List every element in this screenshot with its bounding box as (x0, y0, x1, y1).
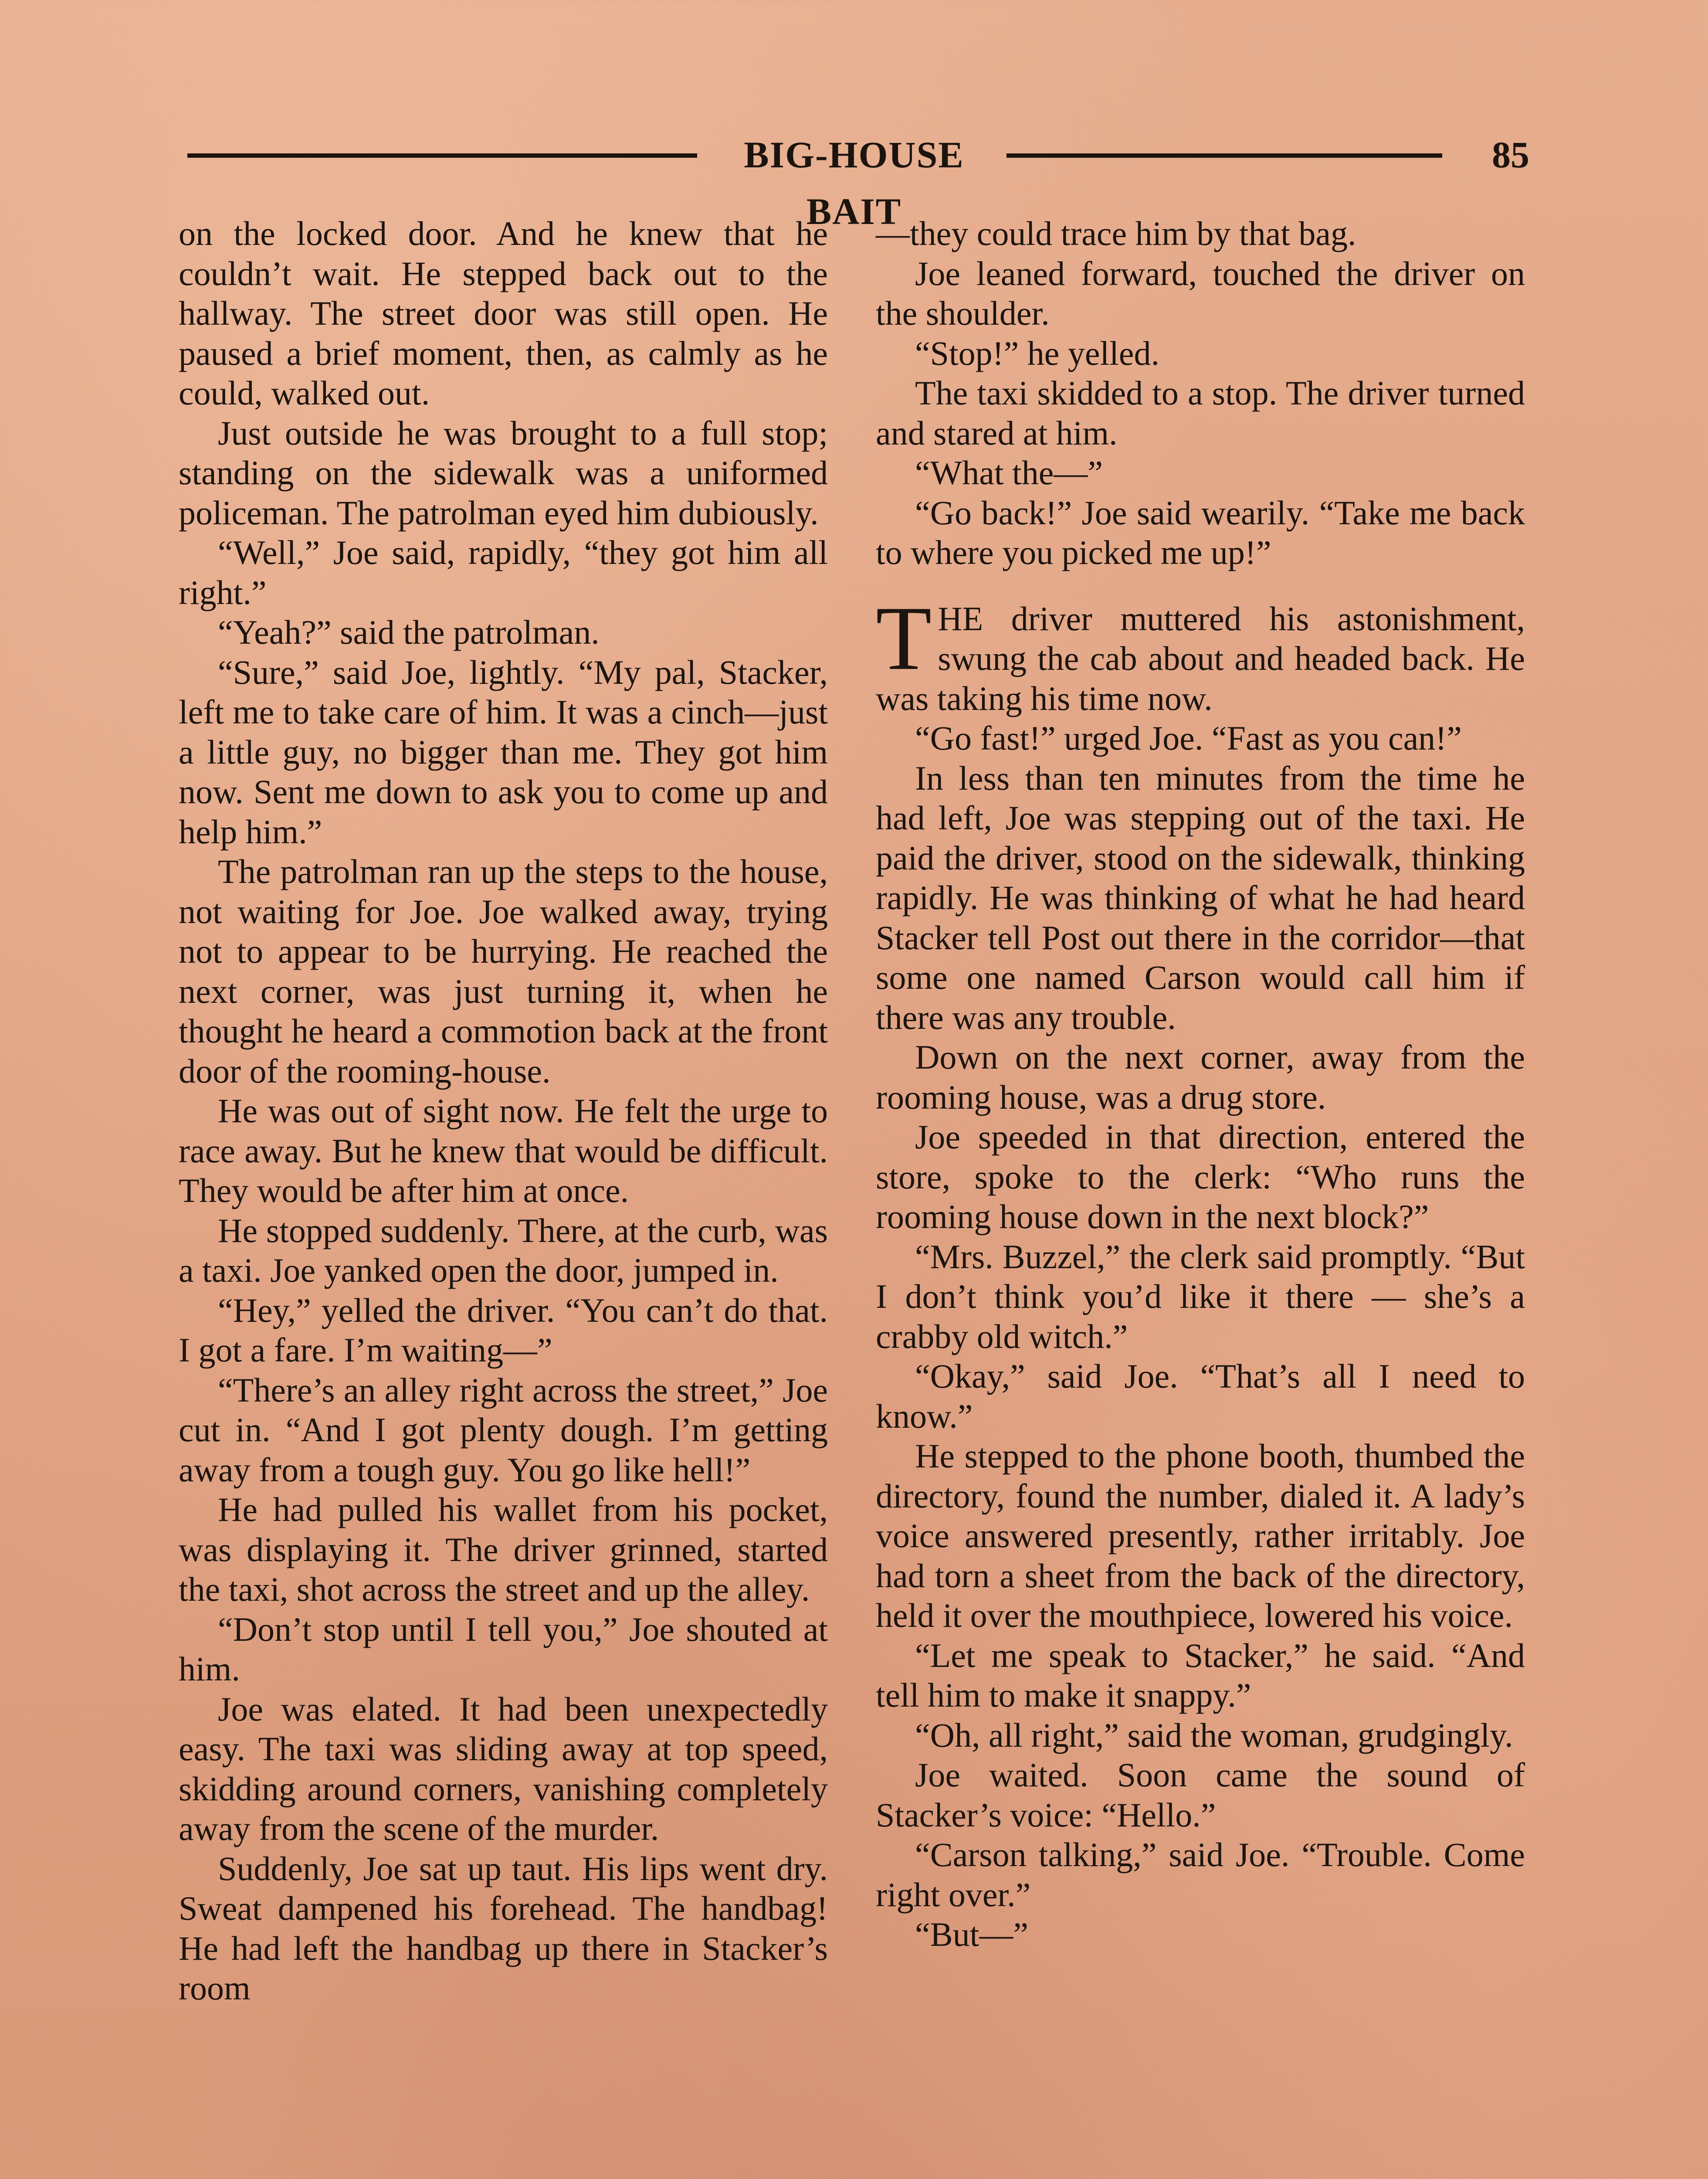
paragraph: The patrolman ran up the steps to the house, not waiting for Joe. Joe walked away, trying not to appear to be hurrying. He reached the next corner, was just turning it, when he thought he heard a commotion back at the front door of the rooming-house. (179, 852, 828, 1090)
paragraph: He had pulled his wallet from his pocket, was displaying it. The driver grinned, started the taxi, shot across the street and up the alley. (179, 1490, 828, 1608)
paragraph: “Go back!” Joe said wearily. “Take me back to where you picked me up!” (876, 493, 1525, 571)
paragraph: “Oh, all right,” said the woman, grudgingly. (915, 1716, 1513, 1754)
paragraph: “What the—” (915, 454, 1103, 492)
paragraph: on the locked door. And he knew that he couldn’t wait. He stepped back out to the hallway. The street door was still open. He paused a brief moment, then, as calmly as he could, walked out. (179, 214, 828, 412)
paragraph: Joe leaned forward, touched the driver on the shoulder. (876, 254, 1525, 332)
paragraph: “But—” (915, 1915, 1028, 1953)
drop-cap-paragraph-text: HE driver muttered his astonishment, swung the cab about and headed back. He was taking his time now. (876, 599, 1525, 717)
running-title: BIG-HOUSE BAIT (744, 134, 964, 232)
right-column-bottom-block (876, 718, 1525, 1955)
header-rule-right (1006, 153, 1442, 158)
paragraph: “Go fast!” urged Joe. “Fast as you can!” (915, 719, 1462, 757)
header-rule-left (187, 153, 697, 158)
paragraph: “Hey,” yelled the driver. “You can’t do that. I got a fare. I’m waiting—” (179, 1291, 828, 1369)
paragraph: Joe speeded in that direction, entered the store, spoke to the clerk: “Who runs the rooming house down in the next block?” (876, 1118, 1525, 1235)
paragraph: Joe was elated. It had been unexpectedly easy. The taxi was sliding away at top speed, skidding around corners, vanishing completely away from the scene of the murder. (179, 1690, 828, 1847)
paragraph: Down on the next corner, away from the rooming house, was a drug store. (876, 1038, 1525, 1116)
paragraph: He was out of sight now. He felt the urge to race away. But he knew that would be difficult. They would be after him at once. (179, 1092, 828, 1209)
paragraph: Joe waited. Soon came the sound of Stacker’s voice: “Hello.” (876, 1756, 1525, 1834)
drop-cap: T (876, 587, 932, 689)
paragraph: He stopped suddenly. There, at the curb, was a taxi. Joe yanked open the door, jumped in. (179, 1211, 828, 1289)
text-column-left (179, 214, 828, 2008)
paragraph: “Carson talking,” said Joe. “Trouble. Come right over.” (876, 1836, 1525, 1914)
paragraph: The taxi skidded to a stop. The driver turned and stared at him. (876, 374, 1525, 452)
paragraph: “There’s an alley right across the street,” Joe cut in. “And I got plenty dough. I’m getting away from a tough guy. You go like hell!” (179, 1371, 828, 1489)
paragraph: —they could trace him by that bag. (876, 214, 1356, 252)
paragraph: He stepped to the phone booth, thumbed the directory, found the number, dialed it. A lady’s voice answered presently, rather irritably. Joe had torn a sheet from the back of the directory, held it over the mouthpiece, lowered his voice. (876, 1437, 1525, 1634)
paragraph: “Stop!” he yelled. (915, 334, 1159, 372)
running-header (187, 126, 1529, 232)
text-column-right (876, 214, 1525, 1955)
page-number: 85 (1492, 134, 1529, 176)
section-opening-paragraph (876, 587, 1525, 719)
right-column-top-block (876, 214, 1525, 573)
paragraph: “Well,” Joe said, rapidly, “they got him all right.” (179, 533, 828, 611)
paragraph: “Mrs. Buzzel,” the clerk said promptly. “But I don’t think you’d like it there — she’s a crabby old witch.” (876, 1237, 1525, 1355)
paragraph: “Yeah?” said the patrolman. (218, 613, 600, 651)
paragraph: “Sure,” said Joe, lightly. “My pal, Stacker, left me to take care of him. It was a cinch—just a little guy, no bigger than me. They got him now. Sent me down to ask you to come up and help him.” (179, 653, 828, 851)
paragraph: “Okay,” said Joe. “That’s all I need to know.” (876, 1357, 1525, 1435)
paragraph: Suddenly, Joe sat up taut. His lips went dry. Sweat dampened his forehead. The handbag! He had left the handbag up there in Stacker’s room (179, 1849, 828, 2007)
paragraph: Just outside he was brought to a full stop; standing on the sidewalk was a uniformed policeman. The patrolman eyed him dubiously. (179, 414, 828, 532)
paragraph: In less than ten minutes from the time he had left, Joe was stepping out of the taxi. He paid the driver, stood on the sidewalk, thinking rapidly. He was thinking of what he had heard Stacker tell Post out there in the corridor—that some one named Carson would call him if there was any trouble. (876, 759, 1525, 1036)
paragraph: “Let me speak to Stacker,” he said. “And tell him to make it snappy.” (876, 1636, 1525, 1714)
paragraph: “Don’t stop until I tell you,” Joe shouted at him. (179, 1610, 828, 1688)
